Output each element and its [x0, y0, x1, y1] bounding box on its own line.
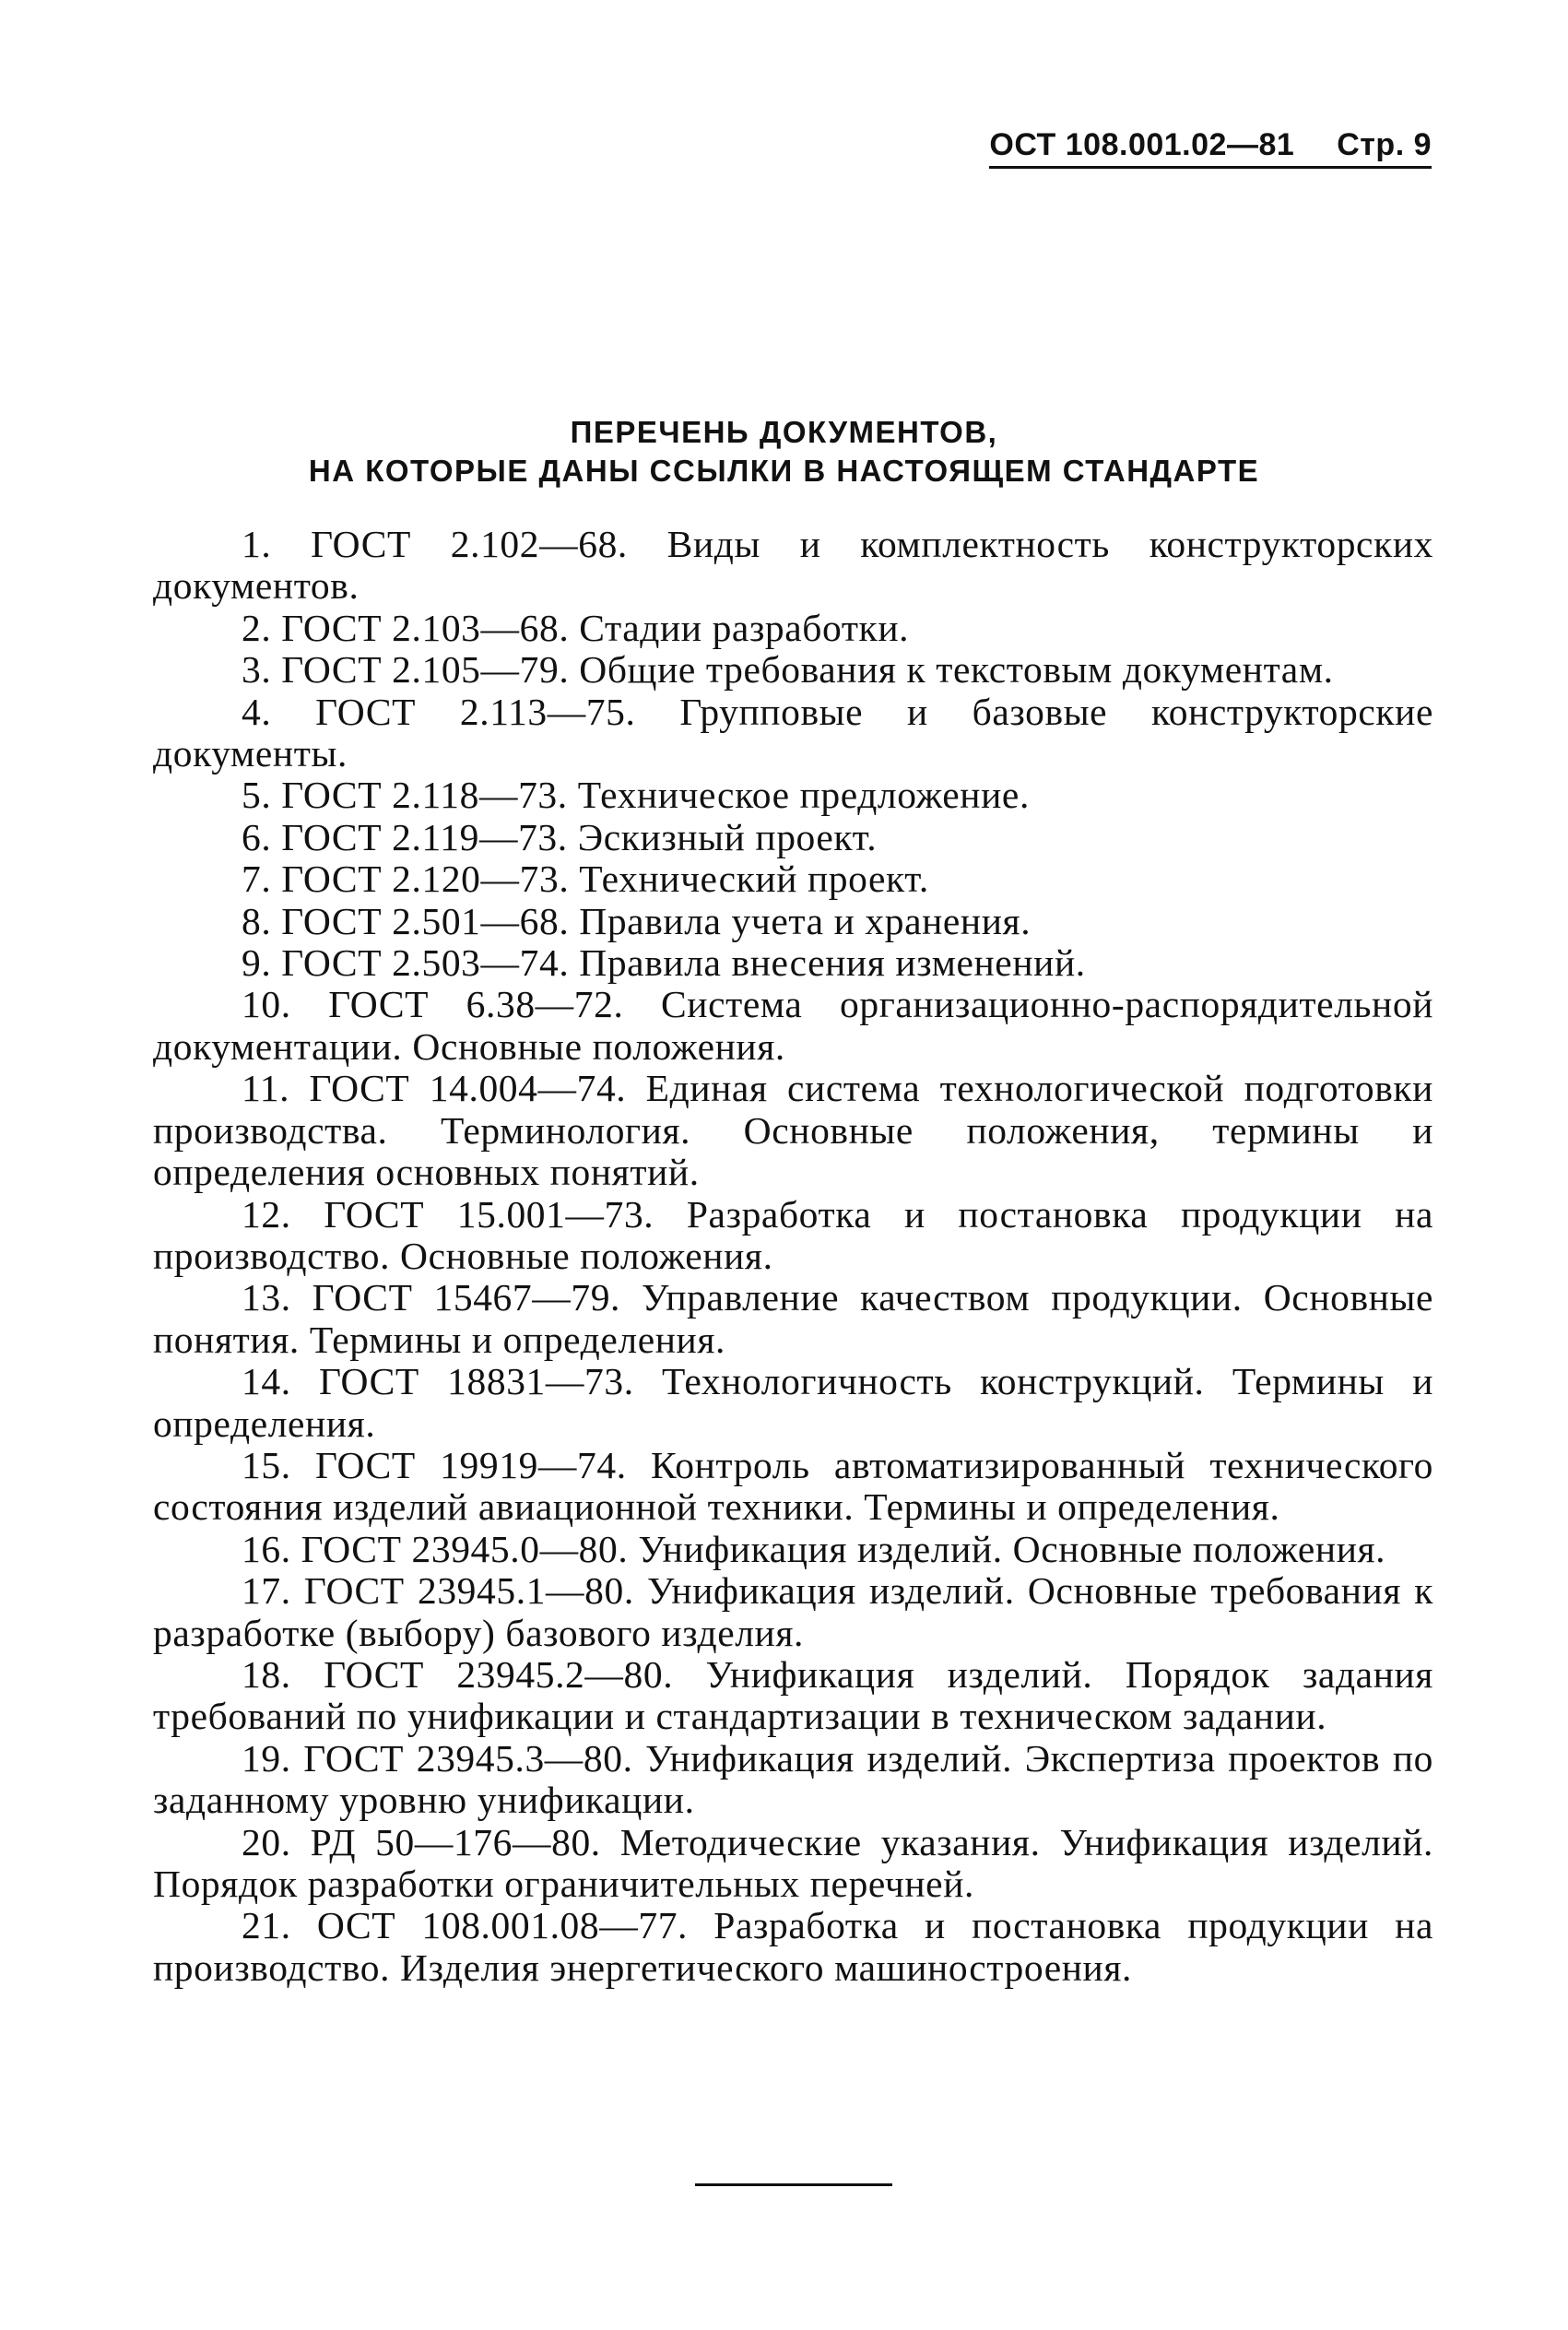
reference-item: 1. ГОСТ 2.102—68. Виды и комплектность конструкторских документов.: [153, 523, 1433, 608]
reference-item: 13. ГОСТ 15467—79. Управление качеством продукции. Основные понятия. Термины и определения.: [153, 1276, 1433, 1361]
reference-item: 14. ГОСТ 18831—73. Технологичность конструкций. Термины и определения.: [153, 1360, 1433, 1445]
reference-item: 9. ГОСТ 2.503—74. Правила внесения изменений.: [242, 941, 1086, 985]
reference-item: 6. ГОСТ 2.119—73. Эскизный проект.: [242, 815, 878, 858]
reference-item: 18. ГОСТ 23945.2—80. Унификация изделий. Порядок задания требований по унификации и стандартизации в техническом задании.: [153, 1652, 1433, 1738]
reference-list: [153, 524, 1433, 1989]
reference-item: 3. ГОСТ 2.105—79. Общие требования к текстовым документам.: [242, 648, 1334, 692]
reference-item: 16. ГОСТ 23945.0—80. Унификация изделий. Основные положения.: [242, 1527, 1386, 1570]
reference-item: 20. РД 50—176—80. Методические указания. Унификация изделий. Порядок разработки ограничительных перечней.: [153, 1820, 1433, 1905]
section-title: [0, 413, 1568, 491]
reference-item: 11. ГОСТ 14.004—74. Единая система технологической подготовки производства. Терминология. Основные положения, термины и определения основных понятий.: [153, 1067, 1433, 1194]
reference-item: 12. ГОСТ 15.001—73. Разработка и постановка продукции на производство. Основные положения.: [153, 1192, 1433, 1277]
reference-item: 2. ГОСТ 2.103—68. Стадии разработки.: [242, 606, 910, 649]
reference-item: 19. ГОСТ 23945.3—80. Унификация изделий. Экспертиза проектов по заданному уровню унификации.: [153, 1736, 1433, 1822]
reference-item: 7. ГОСТ 2.120—73. Технический проект.: [242, 857, 929, 901]
section-title-line-2: НА КОТОРЫЕ ДАНЫ ССЫЛКИ В НАСТОЯЩЕМ СТАНДАРТЕ: [308, 454, 1260, 488]
document-code: ОСТ 108.001.02—81: [989, 127, 1295, 162]
reference-item: 17. ГОСТ 23945.1—80. Унификация изделий. Основные требования к разработке (выбору) базового изделия.: [153, 1569, 1433, 1654]
reference-item: 21. ОСТ 108.001.08—77. Разработка и постановка продукции на производство. Изделия энергетического машиностроения.: [153, 1904, 1433, 1989]
reference-item: 8. ГОСТ 2.501—68. Правила учета и хранения.: [242, 899, 1032, 942]
reference-item: 4. ГОСТ 2.113—75. Групповые и базовые конструкторские документы.: [153, 690, 1433, 775]
page-header: [989, 127, 1432, 169]
reference-item: 10. ГОСТ 6.38—72. Система организационно-распорядительной документации. Основные положения.: [153, 983, 1433, 1068]
page-number: Стр. 9: [1337, 127, 1432, 162]
reference-item: 5. ГОСТ 2.118—73. Техническое предложение.: [242, 774, 1030, 817]
reference-item: 15. ГОСТ 19919—74. Контроль автоматизированный технического состояния изделий авиационной техники. Термины и определения.: [153, 1443, 1433, 1529]
section-title-line-1: ПЕРЕЧЕНЬ ДОКУМЕНТОВ,: [570, 415, 998, 449]
end-divider: [695, 2183, 892, 2186]
